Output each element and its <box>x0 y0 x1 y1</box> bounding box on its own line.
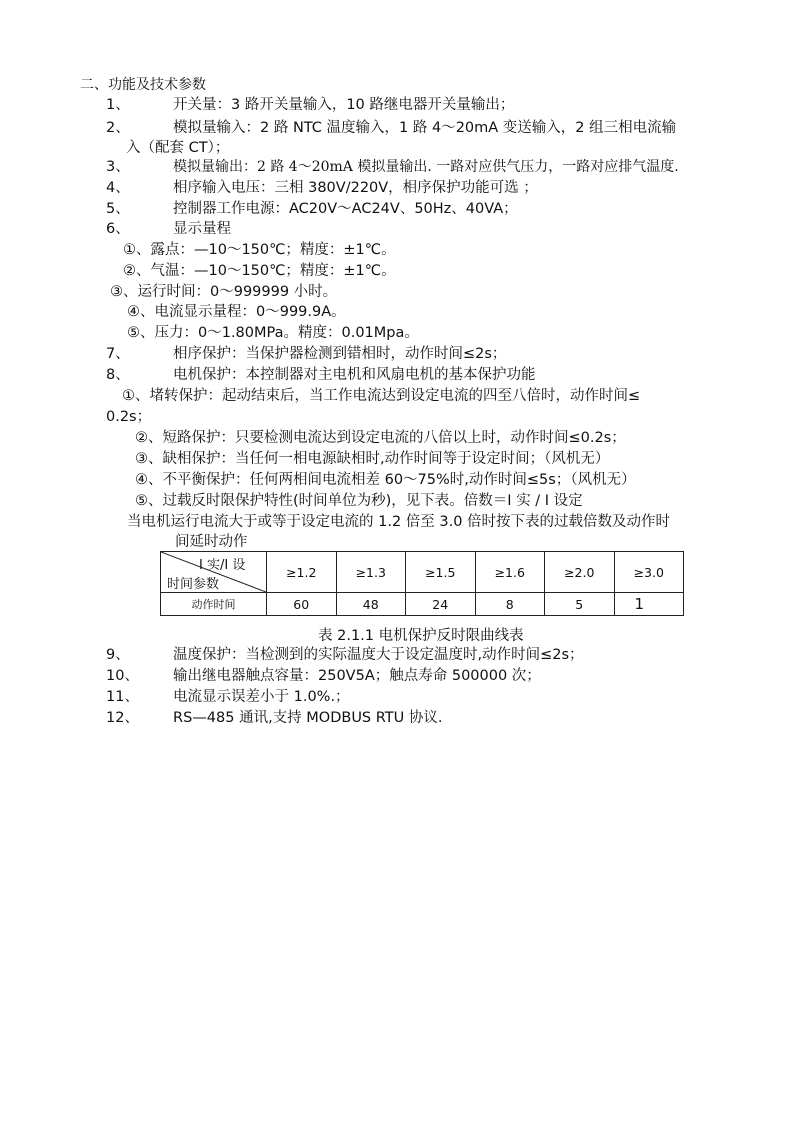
table-header-ratio: I 实/I 设 <box>199 558 246 573</box>
motor-protection-stall: ①、堵转保护：起动结束后，当工作电流达到设定电流的四至八倍时，动作时间≤ <box>122 388 641 404</box>
item-number: 1、 <box>106 97 130 113</box>
table-corner-cell <box>161 552 267 593</box>
item-text: 控制器工作电源：AC20V～AC24V、50Hz、40VA； <box>173 201 518 217</box>
item-text: 模拟量输入：2 路 NTC 温度输入，1 路 4～20mA 变送输入，2 组三相电流输 <box>173 120 677 136</box>
range-dew-point: ①、露点：—10～150℃；精度：±1℃。 <box>123 242 396 258</box>
item-text: 输出继电器触点容量：250V5A；触点寿命 500000 次； <box>173 668 541 684</box>
item-number: 12、 <box>106 710 139 726</box>
item-number: 4、 <box>106 180 130 196</box>
table-row <box>161 593 684 616</box>
motor-protection-stall-cont: 0.2s； <box>106 409 152 425</box>
motor-protection-phase-loss: ③、缺相保护：当任何一相电源缺相时,动作时间等于设定时间；（风机无） <box>135 451 610 467</box>
time-cell: 8 <box>475 593 545 616</box>
ratio-cell: ≥1.5 <box>406 552 476 593</box>
item-text: 显示量程 <box>173 221 231 237</box>
item-number: 7、 <box>106 346 130 362</box>
time-cell: 5 <box>545 593 615 616</box>
time-cell: 48 <box>336 593 406 616</box>
item-text: 相序输入电压：三相 380V/220V，相序保护功能可选 ； <box>173 180 538 196</box>
ratio-cell: ≥1.2 <box>267 552 337 593</box>
time-cell: 24 <box>406 593 476 616</box>
item-number: 8、 <box>106 367 130 383</box>
time-cell: 1 <box>614 593 684 616</box>
item-number: 10、 <box>106 668 139 684</box>
range-current: ④、电流显示量程：0～999.9A。 <box>127 304 346 320</box>
item-number: 3、 <box>106 159 130 175</box>
range-pressure: ⑤、压力：0～1.80MPa。精度：0.01Mpa。 <box>127 325 419 341</box>
range-air-temp: ②、气温：—10～150℃；精度：±1℃。 <box>123 263 396 279</box>
item-text: 电机保护：本控制器对主电机和风扇电机的基本保护功能 <box>173 367 536 383</box>
item-text: 模拟量输出：2 路 4～20mA 模拟量输出. 一路对应供气压力，一路对应排气温度. <box>173 159 679 175</box>
item-number: 11、 <box>106 689 139 705</box>
item-text: 电流显示误差小于 1.0%.； <box>173 689 350 705</box>
row-label-cell: 动作时间 <box>161 593 267 616</box>
range-run-time: ③、运行时间：0～999999 小时。 <box>110 284 338 300</box>
overload-paragraph-cont: 间延时动作 <box>175 534 248 550</box>
section-title: 二、功能及技术参数 <box>80 77 206 93</box>
ratio-cell: ≥1.3 <box>336 552 406 593</box>
time-cell: 60 <box>267 593 337 616</box>
item-text: 温度保护：当检测到的实际温度大于设定温度时,动作时间≤2s； <box>173 647 584 663</box>
table-header-time: 时间参数 <box>167 577 220 592</box>
overload-table <box>160 551 684 616</box>
ratio-cell: ≥2.0 <box>545 552 615 593</box>
table-header-row <box>161 552 684 593</box>
item-text: RS—485 通讯,支持 MODBUS RTU 协议. <box>173 710 443 726</box>
item-text: 开关量：3 路开关量输入，10 路继电器开关量输出； <box>173 97 515 113</box>
table-caption: 表 2.1.1 电机保护反时限曲线表 <box>318 628 524 644</box>
ratio-cell: ≥3.0 <box>614 552 684 593</box>
ratio-cell: ≥1.6 <box>475 552 545 593</box>
item-number: 2、 <box>106 120 130 136</box>
item-number: 9、 <box>106 647 130 663</box>
overload-paragraph: 当电机运行电流大于或等于设定电流的 1.2 倍至 3.0 倍时按下表的过载倍数及动作时 <box>127 514 671 530</box>
item-number: 6、 <box>106 221 130 237</box>
motor-protection-short: ②、短路保护：只要检测电流达到设定电流的八倍以上时，动作时间≤0.2s； <box>135 430 626 446</box>
motor-protection-unbalance: ④、不平衡保护：任何两相间电流相差 60～75%时,动作时间≤5s；（风机无） <box>135 472 636 488</box>
motor-protection-overload: ⑤、过载反时限保护特性(时间单位为秒)，见下表。倍数＝I 实 / I 设定 <box>135 493 583 509</box>
item-text-continuation: 入（配套 CT）； <box>126 140 230 156</box>
item-text: 相序保护：当保护器检测到错相时，动作时间≤2s； <box>173 346 507 362</box>
item-number: 5、 <box>106 201 130 217</box>
